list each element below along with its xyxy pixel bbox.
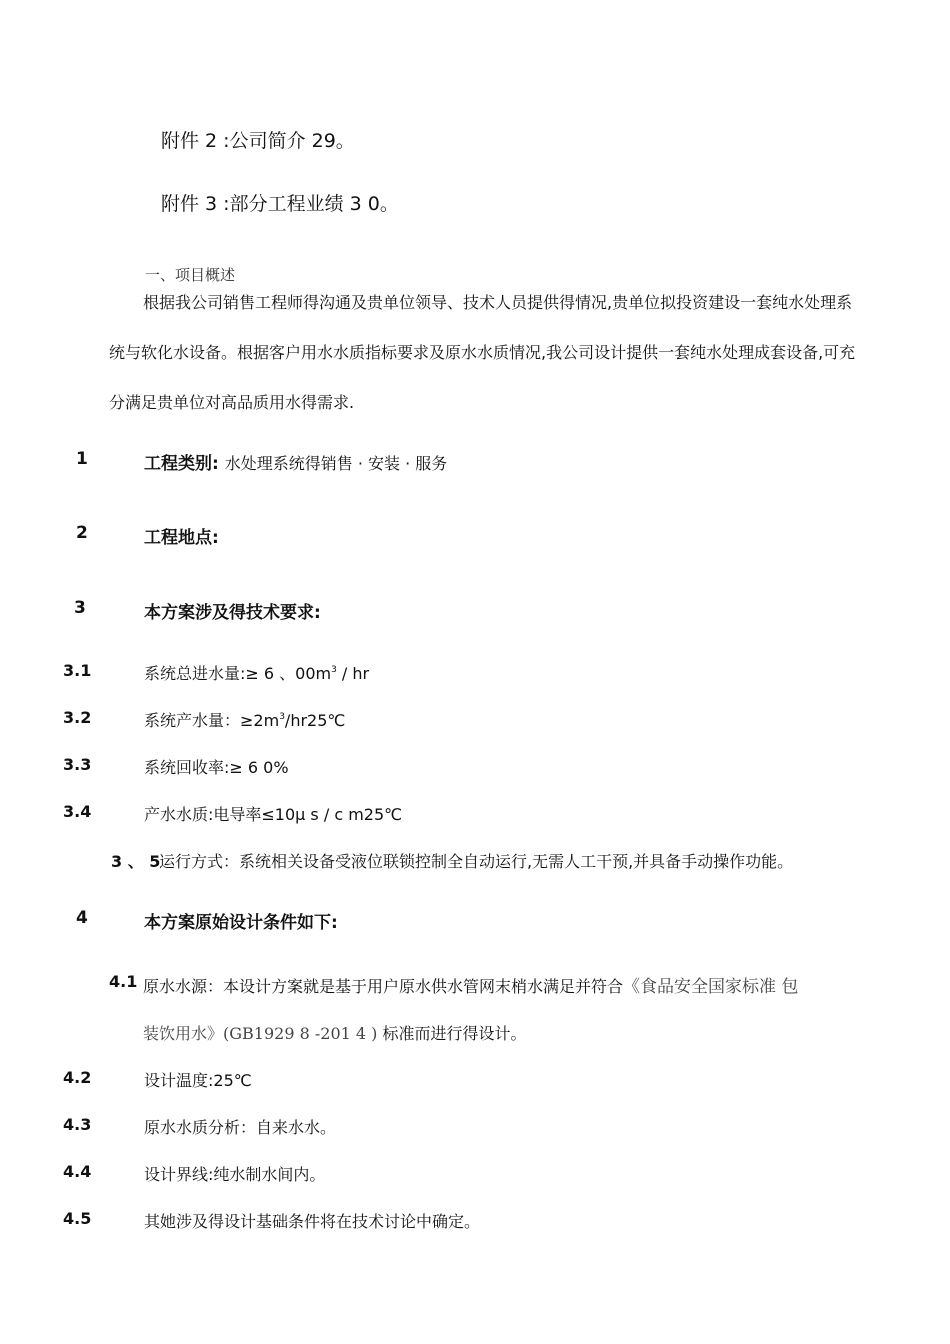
item-3-2-number: 3.2	[63, 708, 92, 727]
section-1-value: 水处理系统得销售 · 安装 · 服务	[224, 454, 448, 473]
item-4-1-number: 4.1	[109, 972, 138, 991]
section-4-number: 4	[76, 908, 88, 928]
item-3-4-text: 产水水质:电导率≤10μ s / c m25℃	[144, 805, 403, 824]
item-4-1-line-2-b: 标准而进行得设计。	[382, 1024, 527, 1043]
item-4-1-line-1	[143, 972, 798, 997]
item-3-3-text: 系统回收率:≥ 6 0%	[144, 758, 289, 777]
item-3-1-text-a: 系统总进水量:≥ 6 、00m	[144, 664, 332, 683]
item-3-2-superscript: 3	[279, 712, 285, 722]
item-4-1-line-1-b: 《食品安全国家标准 包	[623, 977, 799, 997]
overview-title: 一、项目概述	[145, 266, 236, 284]
item-4-1-line-1-a: 原水水源：本设计方案就是基于用户原水供水管网末梢水满足并符合	[143, 977, 624, 996]
item-4-2-number: 4.2	[63, 1068, 92, 1087]
item-4-4-text: 设计界线:纯水制水间内。	[144, 1165, 326, 1184]
section-2-label: 工程地点:	[144, 528, 219, 548]
section-4-label: 本方案原始设计条件如下:	[144, 913, 338, 933]
item-4-5-text: 其她涉及得设计基础条件将在技术讨论中确定。	[144, 1212, 481, 1231]
section-2-number: 2	[76, 523, 88, 543]
item-3-2-text-a: 系统产水量：≥2m	[144, 711, 280, 730]
item-3-2-text-b: /hr25℃	[284, 711, 346, 730]
section-1-label: 工程类别:	[144, 454, 219, 474]
section-1-number: 1	[76, 449, 88, 469]
attachment-3: 附件 3 :部分工程业绩 3 0。	[161, 193, 399, 215]
item-3-1-number: 3.1	[63, 661, 92, 680]
item-4-1-line-2-a: 装饮用水》(GB1929 8 -201 4 )	[143, 1024, 378, 1043]
item-3-1-text	[144, 661, 369, 684]
section-3-number: 3	[74, 598, 86, 618]
item-3-5-number: 3 、 5	[111, 852, 161, 871]
item-4-2-text: 设计温度:25℃	[144, 1071, 252, 1090]
item-4-5-number: 4.5	[63, 1209, 92, 1228]
overview-line-2: 统与软化水设备。根据客户用水水质指标要求及原水水质情况,我公司设计提供一套纯水处理成套设备,可充	[109, 343, 856, 362]
item-3-1-superscript: 3	[331, 665, 337, 675]
item-3-4-number: 3.4	[63, 802, 92, 821]
item-4-3-text: 原水水质分析：自来水水。	[144, 1118, 337, 1137]
overview-line-3: 分满足贵单位对高品质用水得需求.	[109, 393, 355, 412]
section-3-label: 本方案涉及得技术要求:	[144, 603, 321, 623]
item-3-2-text	[144, 708, 345, 731]
overview-line-1: 根据我公司销售工程师得沟通及贵单位领导、技术人员提供得情况,贵单位拟投资建设一套纯水处理系	[143, 293, 853, 312]
item-3-3-number: 3.3	[63, 755, 92, 774]
item-3-1-text-b: / hr	[336, 664, 370, 683]
item-4-4-number: 4.4	[63, 1162, 92, 1181]
item-4-1-line-2	[143, 1021, 527, 1044]
section-1-heading	[144, 449, 447, 474]
item-3-5-text: 运行方式：系统相关设备受液位联锁控制全自动运行,无需人工干预,并具备手动操作功能。	[159, 852, 794, 871]
attachment-2: 附件 2 :公司简介 29。	[161, 130, 355, 152]
item-4-3-number: 4.3	[63, 1115, 92, 1134]
